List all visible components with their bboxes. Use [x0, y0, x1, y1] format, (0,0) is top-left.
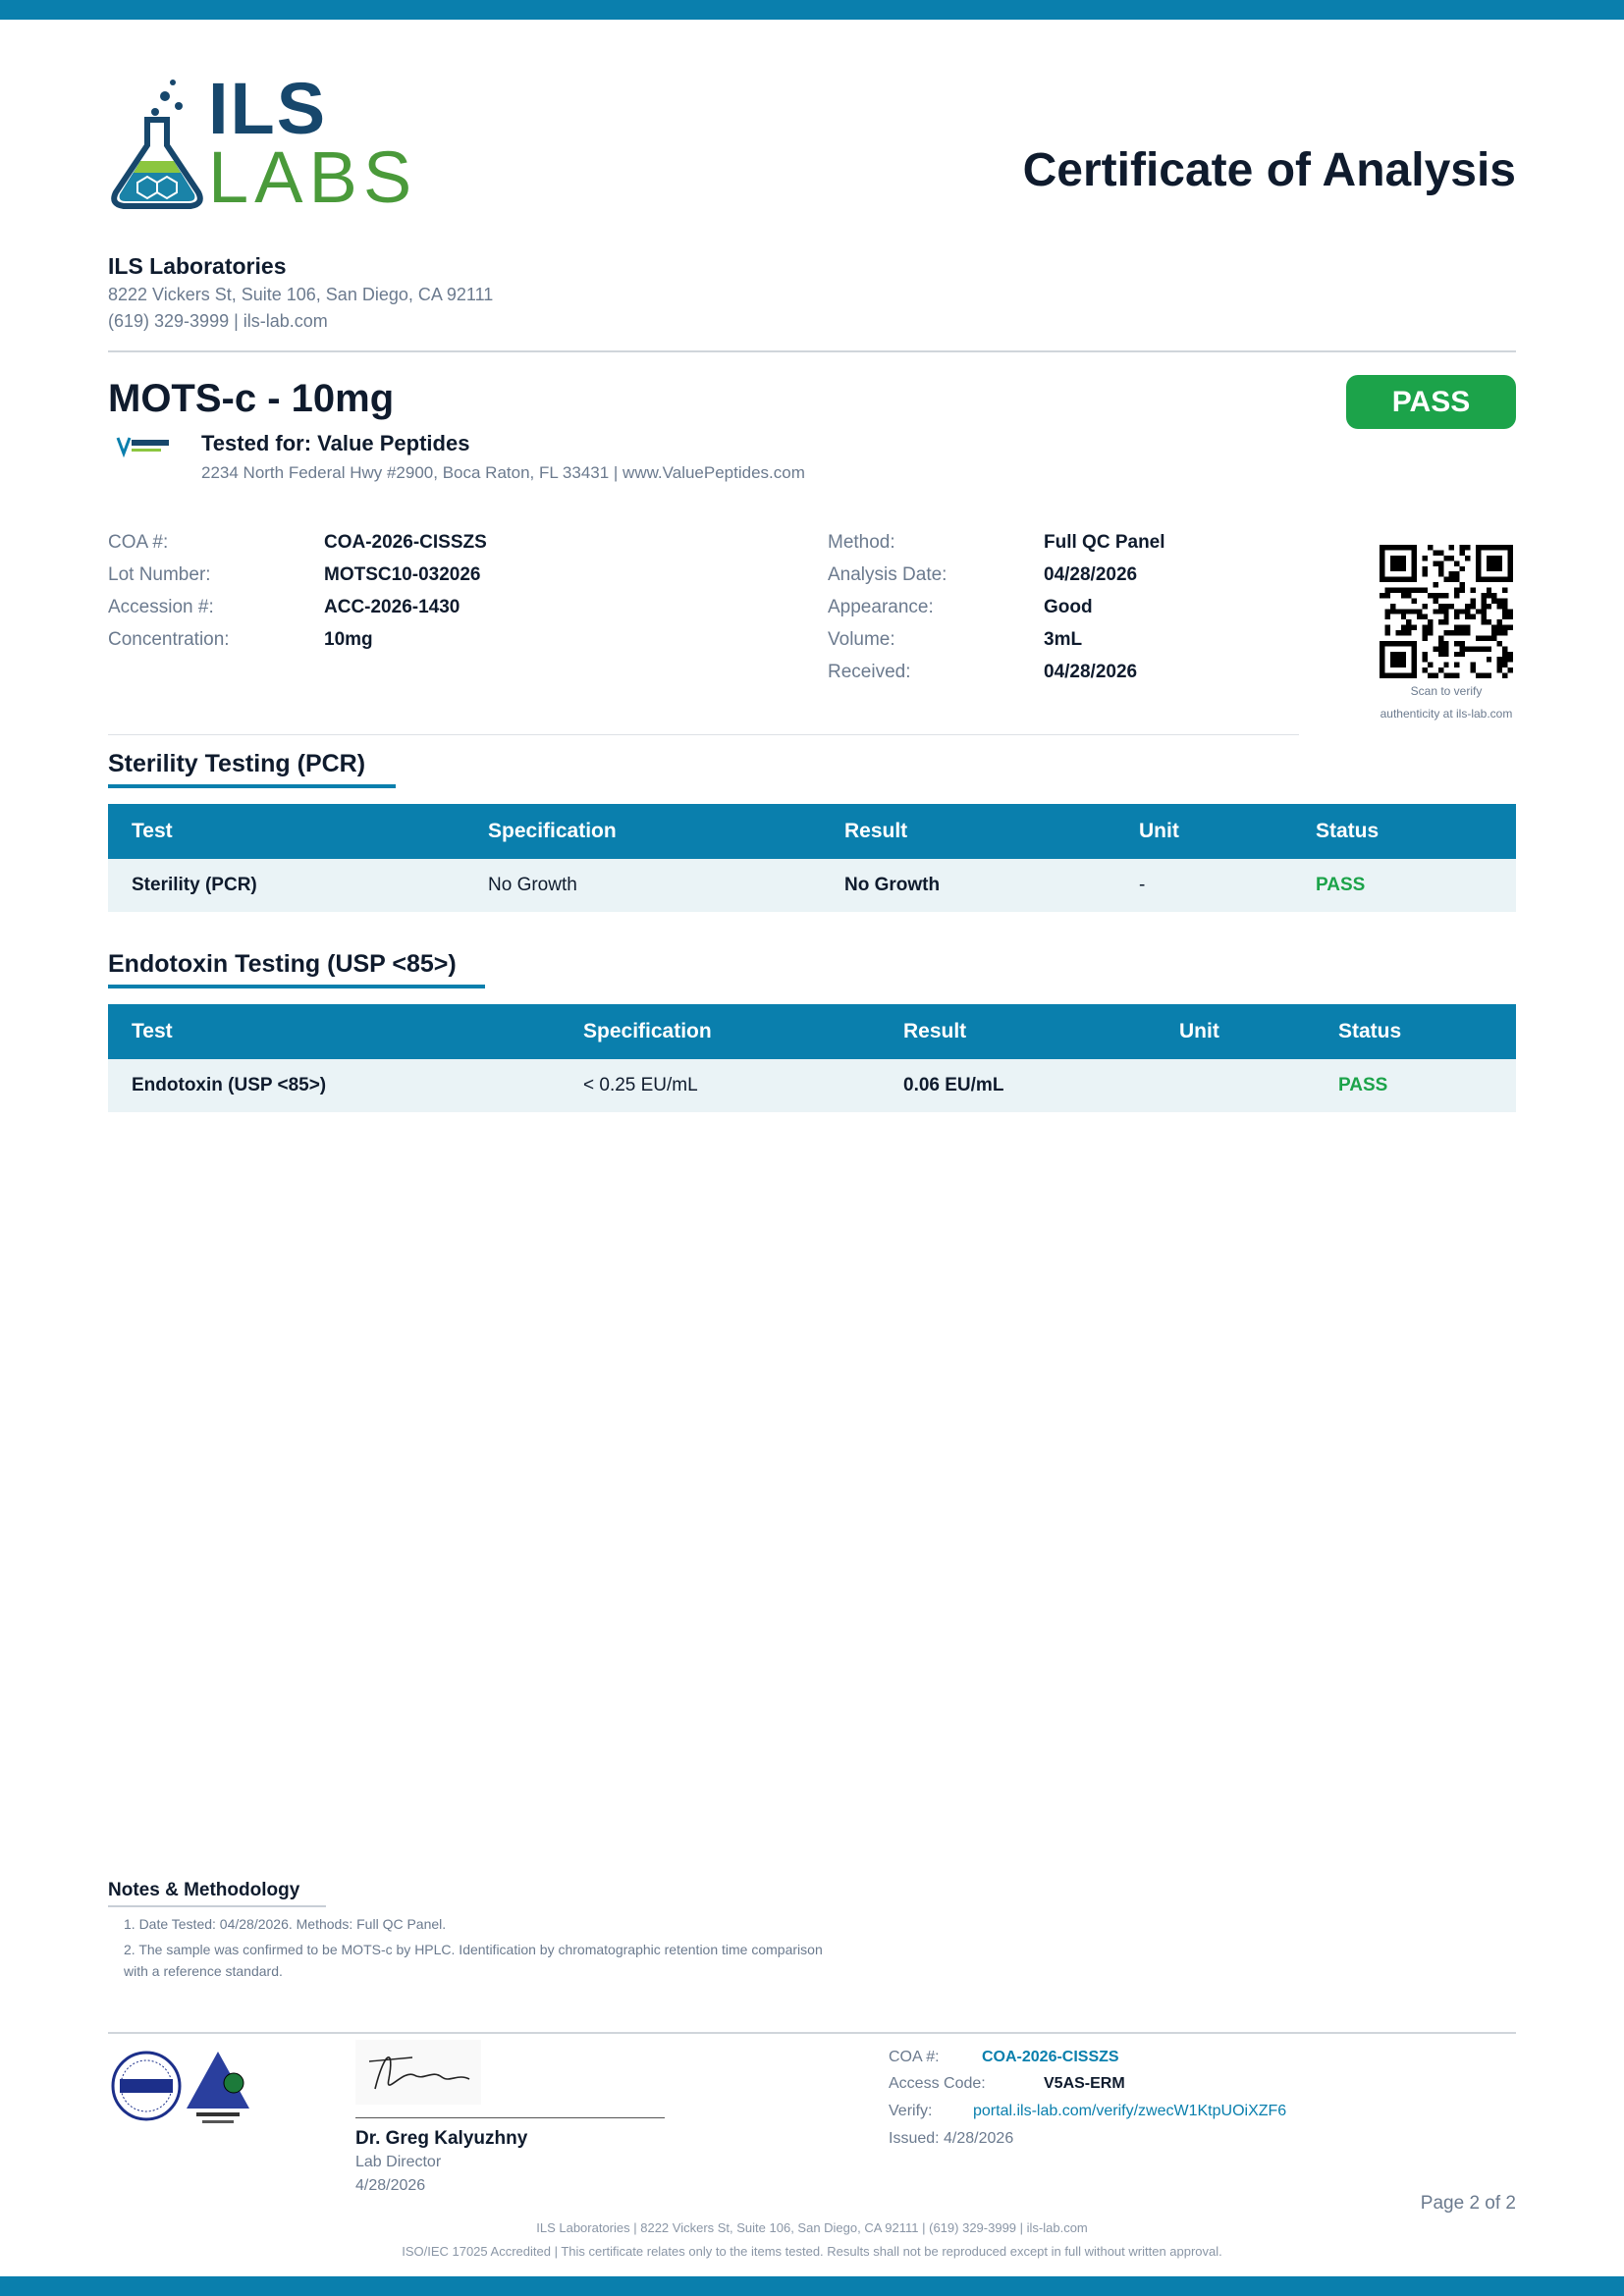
meta-label: Accession #:	[108, 597, 214, 617]
meta-row	[828, 597, 1165, 629]
meta-label: Volume:	[828, 629, 895, 650]
meta-row	[828, 564, 1165, 597]
tested-for-label: Tested for: Value Peptides	[201, 431, 470, 455]
status-badge: PASS	[1338, 1075, 1388, 1095]
lab-address: 8222 Vickers St, Suite 106, San Diego, CA 92111	[108, 285, 494, 304]
qr-caption-line2: authenticity at ils-lab.com	[1380, 707, 1513, 721]
signature-line	[355, 2117, 665, 2118]
column-header: Unit	[1139, 820, 1179, 842]
column-header: Test	[132, 820, 173, 842]
logo-text-labs: LABS	[208, 136, 418, 218]
table-row	[108, 859, 1516, 912]
meta-row	[828, 662, 1165, 694]
verification-access-code	[889, 2075, 1125, 2093]
meta-value: 10mg	[324, 629, 373, 650]
specification-cell: No Growth	[488, 875, 577, 895]
verification-coa	[889, 2049, 1119, 2066]
meta-row	[828, 629, 1165, 662]
meta-row	[828, 532, 1165, 564]
sterility-title-underline	[108, 784, 396, 788]
endotoxin-section-title: Endotoxin Testing (USP <85>)	[108, 950, 457, 978]
meta-row	[108, 597, 487, 629]
top-accent-bar	[0, 0, 1624, 20]
pjla-accreditation-seal-icon	[183, 2048, 253, 2132]
value-peptides-logo	[116, 434, 171, 461]
meta-label: Appearance:	[828, 597, 934, 617]
column-header: Unit	[1179, 1020, 1219, 1042]
access-code-label: Access Code:	[889, 2075, 986, 2092]
page-number: Page 2 of 2	[1420, 2193, 1516, 2214]
signature-date: 4/28/2026	[355, 2177, 426, 2194]
column-header: Status	[1338, 1020, 1402, 1042]
meta-value: 04/28/2026	[1044, 564, 1138, 585]
signatory-name: Dr. Greg Kalyuzhny	[355, 2128, 528, 2149]
document-title: Certificate of Analysis	[1022, 144, 1516, 196]
meta-label: Received:	[828, 662, 911, 682]
notes-underline	[108, 1905, 326, 1907]
logo-text-ils: ILS	[208, 68, 328, 149]
footer-disclaimer: ISO/IEC 17025 Accredited | This certificate relates only to the items tested. Results shall not be reproduced except in full without written approval.	[402, 2244, 1222, 2259]
verification-coa-label: COA #:	[889, 2049, 940, 2065]
sample-details-left	[108, 532, 487, 662]
meta-value: 3mL	[1044, 629, 1083, 650]
table-row	[108, 1059, 1516, 1112]
note-item: with a reference standard.	[124, 1963, 283, 1979]
ils-labs-logo	[108, 68, 418, 218]
meta-label: Lot Number:	[108, 564, 211, 585]
details-divider	[108, 734, 1299, 735]
verification-qr-code[interactable]	[1380, 545, 1513, 678]
meta-row	[108, 629, 487, 662]
meta-value: ACC-2026-1430	[324, 597, 460, 617]
access-code-value: V5AS-ERM	[1044, 2075, 1125, 2092]
flask-icon	[108, 77, 206, 210]
director-signature	[355, 2040, 481, 2105]
signatory-role: Lab Director	[355, 2154, 442, 2170]
verify-label: Verify:	[889, 2103, 933, 2119]
meta-label: COA #:	[108, 532, 169, 553]
meta-label: Concentration:	[108, 629, 230, 650]
column-header: Specification	[583, 1020, 712, 1042]
endotoxin-table	[108, 1004, 1516, 1112]
sample-details-right	[828, 532, 1165, 694]
note-item: 1. Date Tested: 04/28/2026. Methods: Full QC Panel.	[124, 1916, 447, 1932]
column-header: Result	[844, 820, 908, 842]
test-cell: Sterility (PCR)	[132, 875, 257, 895]
meta-label: Method:	[828, 532, 895, 553]
column-header: Specification	[488, 820, 617, 842]
table-header-row	[108, 804, 1516, 859]
ilac-mra-seal-icon	[110, 2050, 183, 2122]
lab-name: ILS Laboratories	[108, 253, 287, 279]
qr-caption-line1: Scan to verify	[1410, 684, 1483, 698]
meta-value: Full QC Panel	[1044, 532, 1165, 553]
footer-address: ILS Laboratories | 8222 Vickers St, Suite 106, San Diego, CA 92111 | (619) 329-3999 | ils-lab.com	[536, 2220, 1088, 2235]
test-cell: Endotoxin (USP <85>)	[132, 1075, 327, 1095]
note-item: 2. The sample was confirmed to be MOTS-c by HPLC. Identification by chromatographic retention time comparison	[124, 1942, 823, 1957]
issued-date: Issued: 4/28/2026	[889, 2130, 1014, 2147]
bottom-accent-bar	[0, 2276, 1624, 2296]
verification-coa-value: COA-2026-CISSZS	[982, 2049, 1119, 2065]
table-header-row	[108, 1004, 1516, 1059]
column-header: Status	[1316, 820, 1380, 842]
sterility-section-title: Sterility Testing (PCR)	[108, 750, 366, 777]
product-name: MOTS-c - 10mg	[108, 377, 395, 420]
result-cell: No Growth	[844, 875, 941, 895]
endotoxin-title-underline	[108, 985, 485, 988]
sterility-table	[108, 804, 1516, 912]
meta-value: MOTSC10-032026	[324, 564, 481, 585]
meta-value: COA-2026-CISSZS	[324, 532, 487, 553]
overall-pass-badge: PASS	[1346, 375, 1516, 429]
notes-title: Notes & Methodology	[108, 1880, 300, 1900]
meta-value: 04/28/2026	[1044, 662, 1138, 682]
header-divider	[108, 350, 1516, 352]
meta-value: Good	[1044, 597, 1093, 617]
footer-divider	[108, 2032, 1516, 2034]
verify-link[interactable]: portal.ils-lab.com/verify/zwecW1KtpUOiXZF6	[973, 2103, 1287, 2119]
column-header: Test	[132, 1020, 173, 1042]
specification-cell: < 0.25 EU/mL	[583, 1075, 698, 1095]
verification-url	[889, 2103, 1286, 2120]
client-address: 2234 North Federal Hwy #2900, Boca Raton, FL 33431 | www.ValuePeptides.com	[201, 463, 805, 482]
lab-contact: (619) 329-3999 | ils-lab.com	[108, 311, 328, 331]
column-header: Result	[903, 1020, 967, 1042]
meta-row	[108, 564, 487, 597]
unit-cell: -	[1139, 875, 1146, 895]
status-badge: PASS	[1316, 875, 1366, 895]
meta-label: Analysis Date:	[828, 564, 947, 585]
result-cell: 0.06 EU/mL	[903, 1075, 1004, 1095]
meta-row	[108, 532, 487, 564]
